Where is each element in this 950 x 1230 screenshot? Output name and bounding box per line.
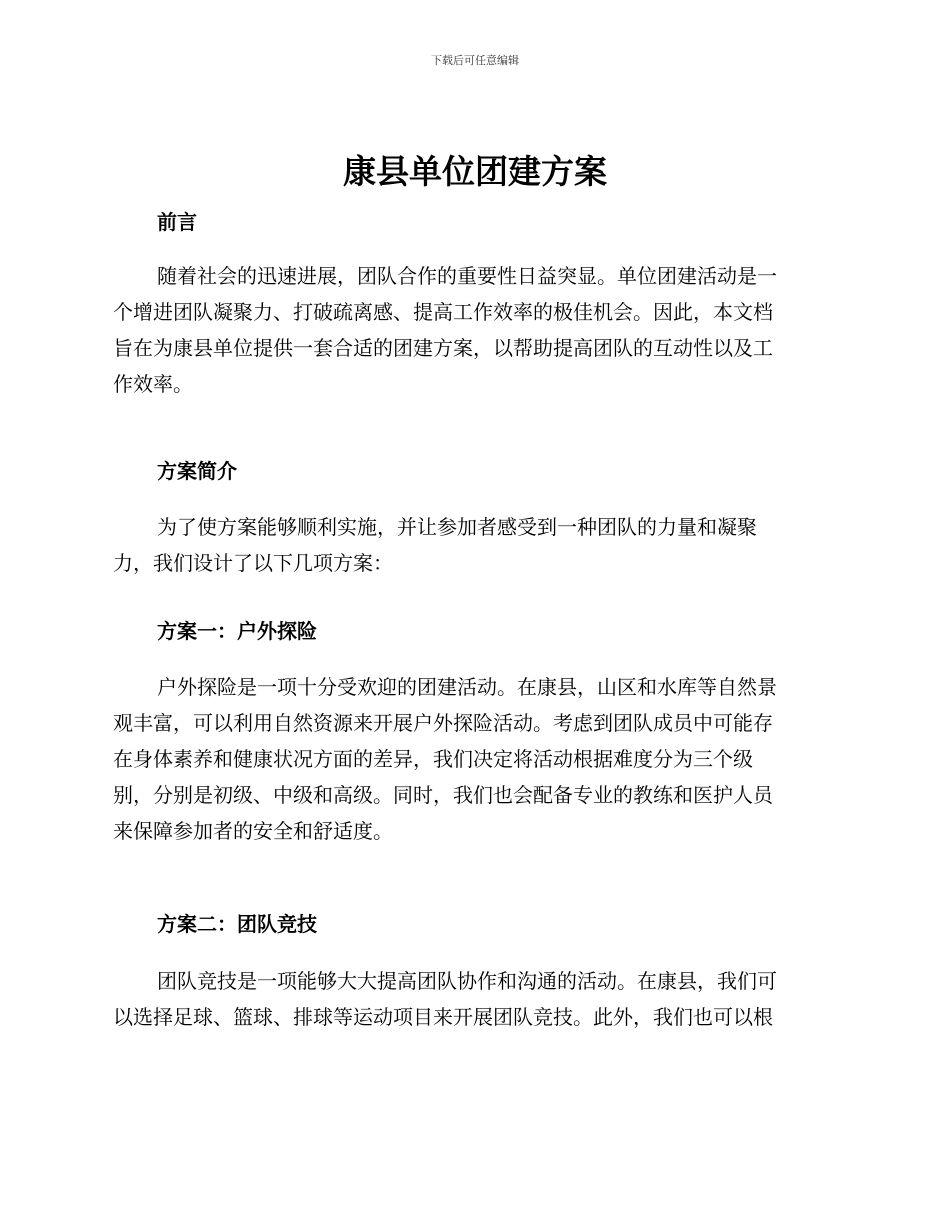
section-heading-preface: 前言	[157, 210, 197, 234]
document-title: 康县单位团建方案	[343, 152, 607, 191]
paragraph-line: 作效率。	[113, 372, 193, 396]
section-heading-plan-one: 方案一：户外探险	[157, 619, 317, 643]
paragraph-line: 以选择足球、篮球、排球等运动项目来开展团队竞技。此外，我们也可以根	[113, 1005, 773, 1029]
section-heading-plan-two: 方案二：团队竞技	[157, 912, 317, 936]
paragraph-line: 户外探险是一项十分受欢迎的团建活动。在康县，山区和水库等自然景	[157, 675, 777, 699]
paragraph-line: 力，我们设计了以下几项方案：	[113, 551, 393, 575]
paragraph-line: 个增进团队凝聚力、打破疏离感、提高工作效率的极佳机会。因此，本文档	[113, 300, 773, 324]
paragraph-overview	[113, 509, 830, 581]
paragraph-line: 随着社会的迅速进展，团队合作的重要性日益突显。单位团建活动是一	[157, 264, 777, 288]
paragraph-line: 为了使方案能够顺利实施，并让参加者感受到一种团队的力量和凝聚	[157, 515, 757, 539]
paragraph-line: 在身体素养和健康状况方面的差异，我们决定将活动根据难度分为三个级	[113, 747, 753, 771]
paragraph-line: 团队竞技是一项能够大大提高团队协作和沟通的活动。在康县，我们可	[157, 969, 777, 993]
section-heading-overview: 方案简介	[157, 459, 237, 483]
paragraph-line: 来保障参加者的安全和舒适度。	[113, 819, 393, 843]
paragraph-line: 旨在为康县单位提供一套合适的团建方案，以帮助提高团队的互动性以及工	[113, 336, 773, 360]
paragraph-preface	[113, 258, 830, 402]
paragraph-line: 观丰富，可以利用自然资源来开展户外探险活动。考虑到团队成员中可能存	[113, 711, 773, 735]
paragraph-line: 别，分别是初级、中级和高级。同时，我们也会配备专业的教练和医护人员	[113, 783, 773, 807]
paragraph-plan-one	[113, 669, 830, 849]
paragraph-plan-two	[113, 963, 830, 1035]
page-header-note: 下载后可任意编辑	[431, 54, 519, 67]
